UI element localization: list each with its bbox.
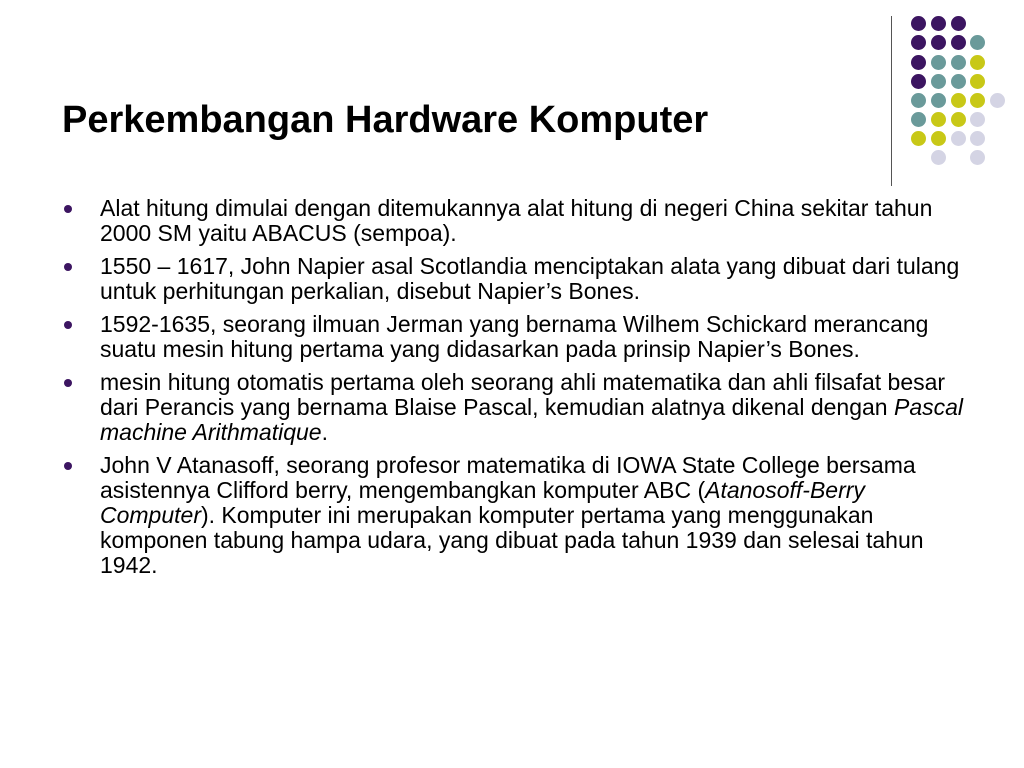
- bullet-item: [64, 312, 974, 362]
- decor-dot: [951, 93, 966, 108]
- bullet-dot-icon: [64, 462, 72, 470]
- decor-dot: [970, 74, 985, 89]
- decor-dot: [911, 93, 926, 108]
- decor-dot: [931, 16, 946, 31]
- decor-dot: [931, 35, 946, 50]
- bullet-dot-icon: [64, 263, 72, 271]
- decor-dot: [911, 35, 926, 50]
- decor-dot: [970, 112, 985, 127]
- bullet-item: [64, 196, 974, 246]
- decor-dot: [970, 55, 985, 70]
- decor-dot: [951, 74, 966, 89]
- bullet-dot-icon: [64, 205, 72, 213]
- decorative-dot-grid: [0, 0, 1024, 190]
- decor-dot: [951, 55, 966, 70]
- decor-dot: [970, 150, 985, 165]
- divider-line: [891, 16, 892, 186]
- decor-dot: [970, 35, 985, 50]
- decor-dot: [931, 112, 946, 127]
- bullet-text-part: .: [321, 419, 328, 445]
- decor-dot: [911, 112, 926, 127]
- bullet-list: [64, 196, 974, 586]
- bullet-dot-icon: [64, 321, 72, 329]
- bullet-text-italic: Pascal machine Arithmatique: [100, 394, 964, 445]
- bullet-text: Alat hitung dimulai dengan ditemukannya alat hitung di negeri China sekitar tahun 2000 SM yaitu ABACUS (sempoa).: [100, 195, 933, 246]
- decor-dot: [911, 131, 926, 146]
- bullet-text: 1592-1635, seorang ilmuan Jerman yang bernama Wilhem Schickard merancang suatu mesin hitung pertama yang didasarkan pada prinsip Napier’s Bones.: [100, 311, 929, 362]
- bullet-text-part: ). Komputer ini merupakan komputer pertama yang menggunakan komponen tabung hampa udara, yang dibuat pada tahun 1939 dan selesai tahun 1942.: [100, 502, 924, 578]
- decor-dot: [951, 112, 966, 127]
- decor-dot: [931, 55, 946, 70]
- decor-dot: [911, 16, 926, 31]
- bullet-text-part: mesin hitung otomatis pertama oleh seorang ahli matematika dan ahli filsafat besar dari Perancis yang bernama Blaise Pascal, kemudian alatnya dikenal dengan: [100, 369, 946, 420]
- decor-dot: [931, 150, 946, 165]
- decor-dot: [990, 93, 1005, 108]
- decor-dot: [951, 35, 966, 50]
- decor-dot: [931, 131, 946, 146]
- bullet-text-italic: Atanosoff-Berry Computer: [100, 477, 865, 528]
- slide-title: Perkembangan Hardware Komputer: [62, 99, 709, 141]
- bullet-item: [64, 453, 974, 578]
- bullet-text: [100, 369, 963, 445]
- decor-dot: [911, 55, 926, 70]
- bullet-text-part: John V Atanasoff, seorang profesor matematika di IOWA State College bersama asistennya Clifford berry, mengembangkan komputer ABC (: [100, 452, 916, 503]
- bullet-text: [100, 452, 924, 578]
- bullet-dot-icon: [64, 379, 72, 387]
- decor-dot: [970, 131, 985, 146]
- decor-dot: [951, 131, 966, 146]
- bullet-item: [64, 254, 974, 304]
- decor-dot: [911, 74, 926, 89]
- decor-dot: [970, 93, 985, 108]
- decor-dot: [931, 93, 946, 108]
- decor-dot: [951, 16, 966, 31]
- bullet-item: [64, 370, 974, 445]
- bullet-text: 1550 – 1617, John Napier asal Scotlandia menciptakan alata yang dibuat dari tulang untuk perhitungan perkalian, disebut Napier’s Bones.: [100, 253, 960, 304]
- decor-dot: [931, 74, 946, 89]
